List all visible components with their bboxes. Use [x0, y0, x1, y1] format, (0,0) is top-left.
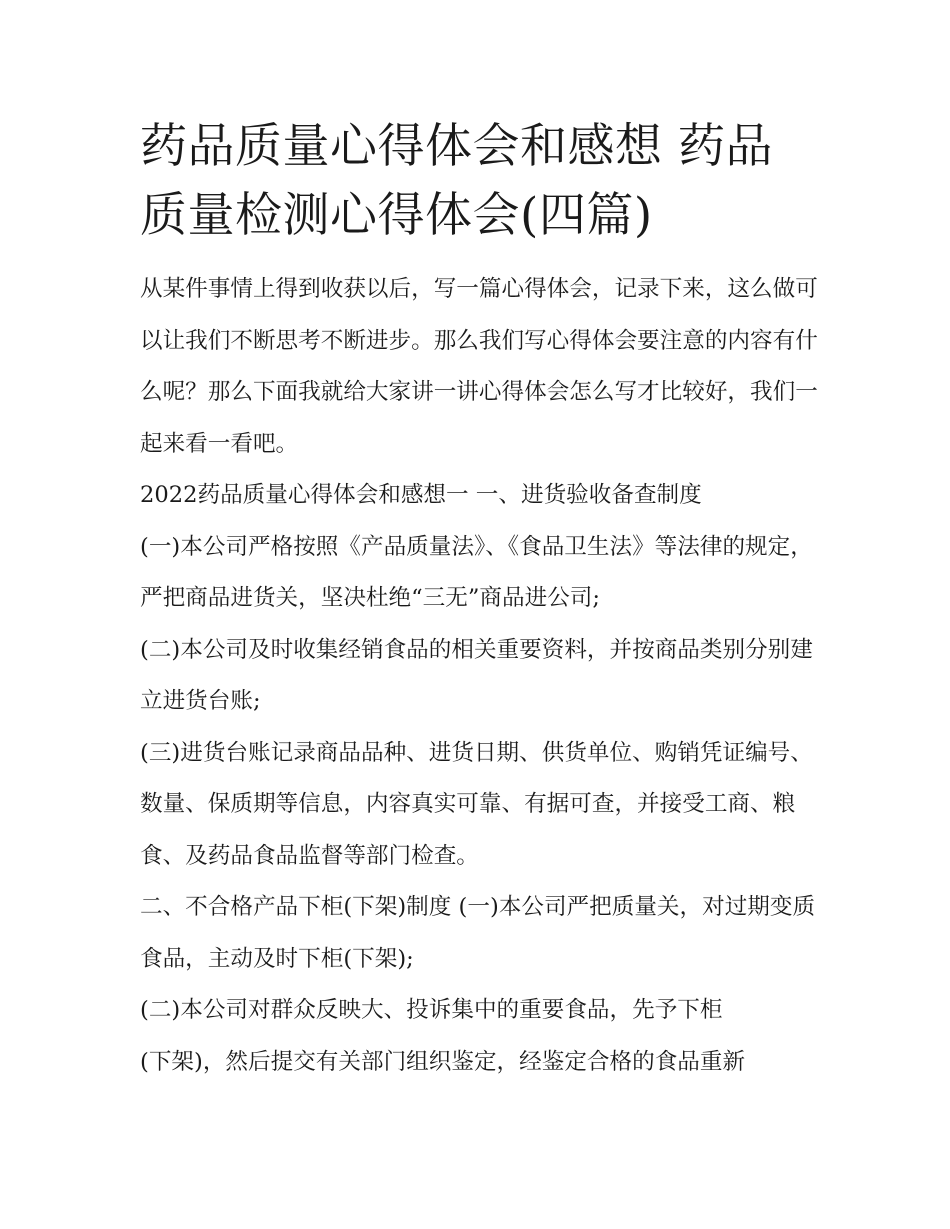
section-heading-1: 2022药品质量心得体会和感想一 一、进货验收备查制度 — [140, 482, 702, 508]
document-page — [140, 112, 820, 1088]
document-title: 药品质量心得体会和感想 药品质量检测心得体会(四篇) — [140, 119, 773, 243]
paragraph-item-3: (三)进货台账记录商品品种、进货日期、供货单位、购销凭证编号、数量、保质期等信息，内容真实可靠、有据可查，并接受工商、粮食、及药品食品监督等部门检查。 — [140, 739, 813, 869]
paragraph-item-4: (二)本公司对群众反映大、投诉集中的重要食品，先予下柜 — [140, 997, 723, 1023]
intro-paragraph: 从某件事情上得到收获以后，写一篇心得体会，记录下来，这么做可以让我们不断思考不断进步。那么我们写心得体会要注意的内容有什么呢？那么下面我就给大家讲一讲心得体会怎么写才比较好，我们一起来看一看吧。 — [140, 276, 818, 457]
paragraph-item-1: (一)本公司严格按照《产品质量法》、《食品卫生法》等法律的规定，严把商品进货关，坚决杜绝“三无”商品进公司; — [140, 533, 813, 611]
paragraph-item-2: (二)本公司及时收集经销食品的相关重要资料，并按商品类别分别建立进货台账; — [140, 636, 813, 714]
paragraph-item-5: (下架)，然后提交有关部门组织鉴定，经鉴定合格的食品重新 — [140, 1048, 746, 1075]
section-heading-2: 二、不合格产品下柜(下架)制度 (一)本公司严把质量关，对过期变质食品，主动及时下柜(下架); — [140, 894, 816, 972]
document-body — [140, 264, 820, 1088]
